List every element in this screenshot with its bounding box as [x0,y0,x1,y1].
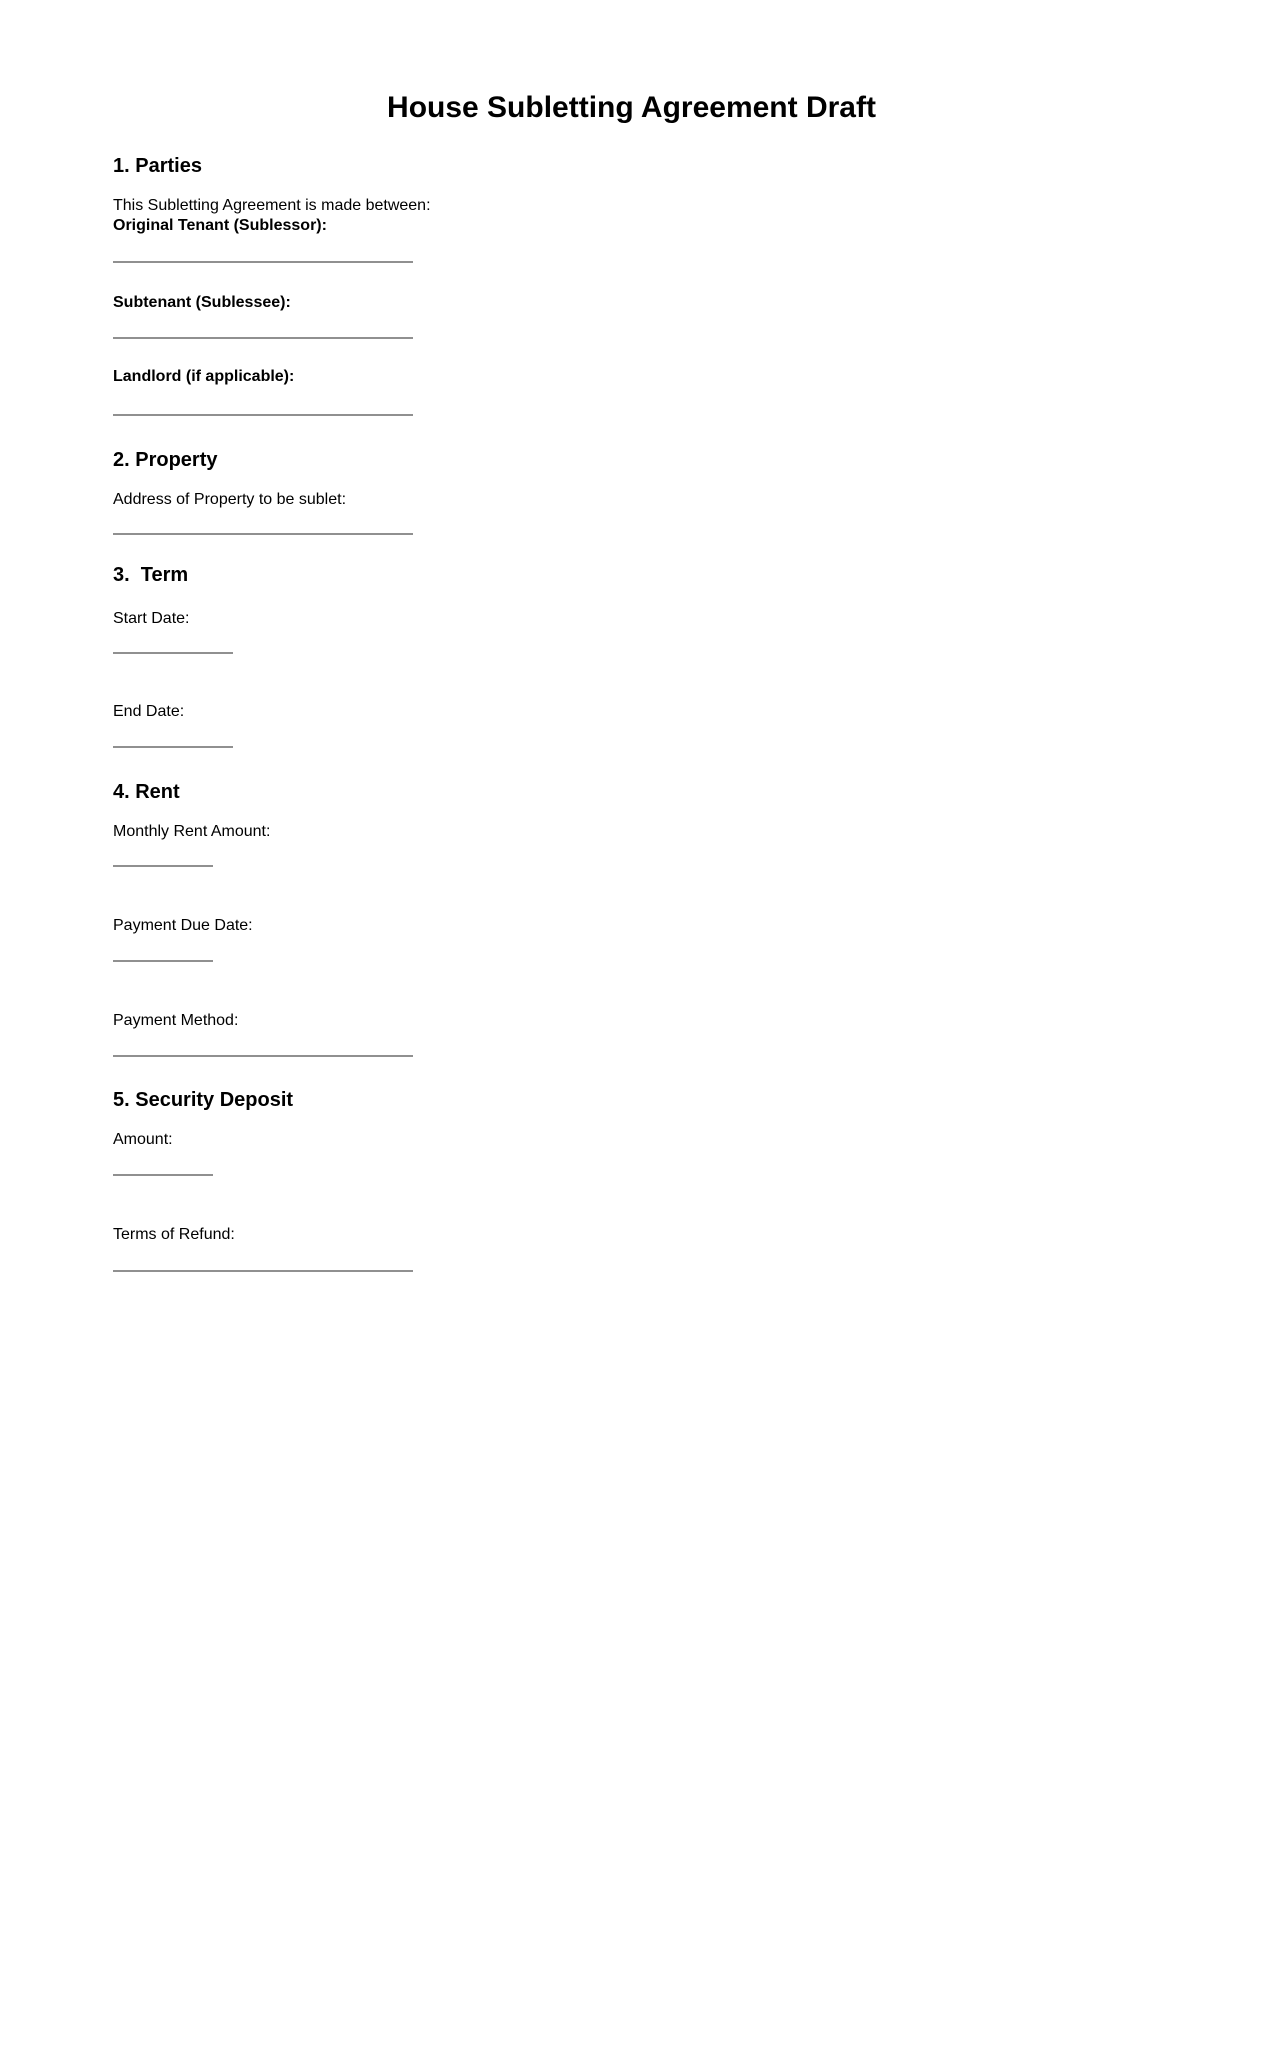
fill-line-monthly-rent-amount [113,865,213,867]
fill-line-start-date [113,652,233,654]
field-label-payment-method: Payment Method: [113,1012,239,1029]
fill-line-deposit-amount [113,1174,213,1176]
field-label-terms-of-refund: Terms of Refund: [113,1226,235,1243]
fill-line-end-date [113,746,233,748]
section-heading-parties: 1. Parties [113,155,202,177]
section-heading-security-deposit: 5. Security Deposit [113,1089,294,1111]
section-heading-rent: 4. Rent [113,781,180,803]
fill-line-terms-of-refund [113,1270,413,1272]
field-label-deposit-amount: Amount: [113,1131,173,1148]
fill-line-payment-due-date [113,960,213,962]
section-heading-term: 3. Term [113,564,189,586]
fill-line-subtenant [113,337,413,339]
field-label-payment-due-date: Payment Due Date: [113,917,253,934]
field-label-original-tenant: Original Tenant (Sublessor): [113,217,327,234]
document-title: House Subletting Agreement Draft [387,91,876,124]
fill-line-property-address [113,533,413,535]
field-label-property-address: Address of Property to be sublet: [113,491,347,508]
field-label-start-date: Start Date: [113,610,190,627]
field-label-monthly-rent-amount: Monthly Rent Amount: [113,823,271,840]
field-label-landlord: Landlord (if applicable): [113,368,295,385]
parties-intro-text: This Subletting Agreement is made between: [113,197,431,214]
fill-line-original-tenant [113,261,413,263]
fill-line-landlord [113,414,413,416]
field-label-end-date: End Date: [113,703,185,720]
field-label-subtenant: Subtenant (Sublessee): [113,294,291,311]
fill-line-payment-method [113,1055,413,1057]
section-heading-property: 2. Property [113,449,218,471]
